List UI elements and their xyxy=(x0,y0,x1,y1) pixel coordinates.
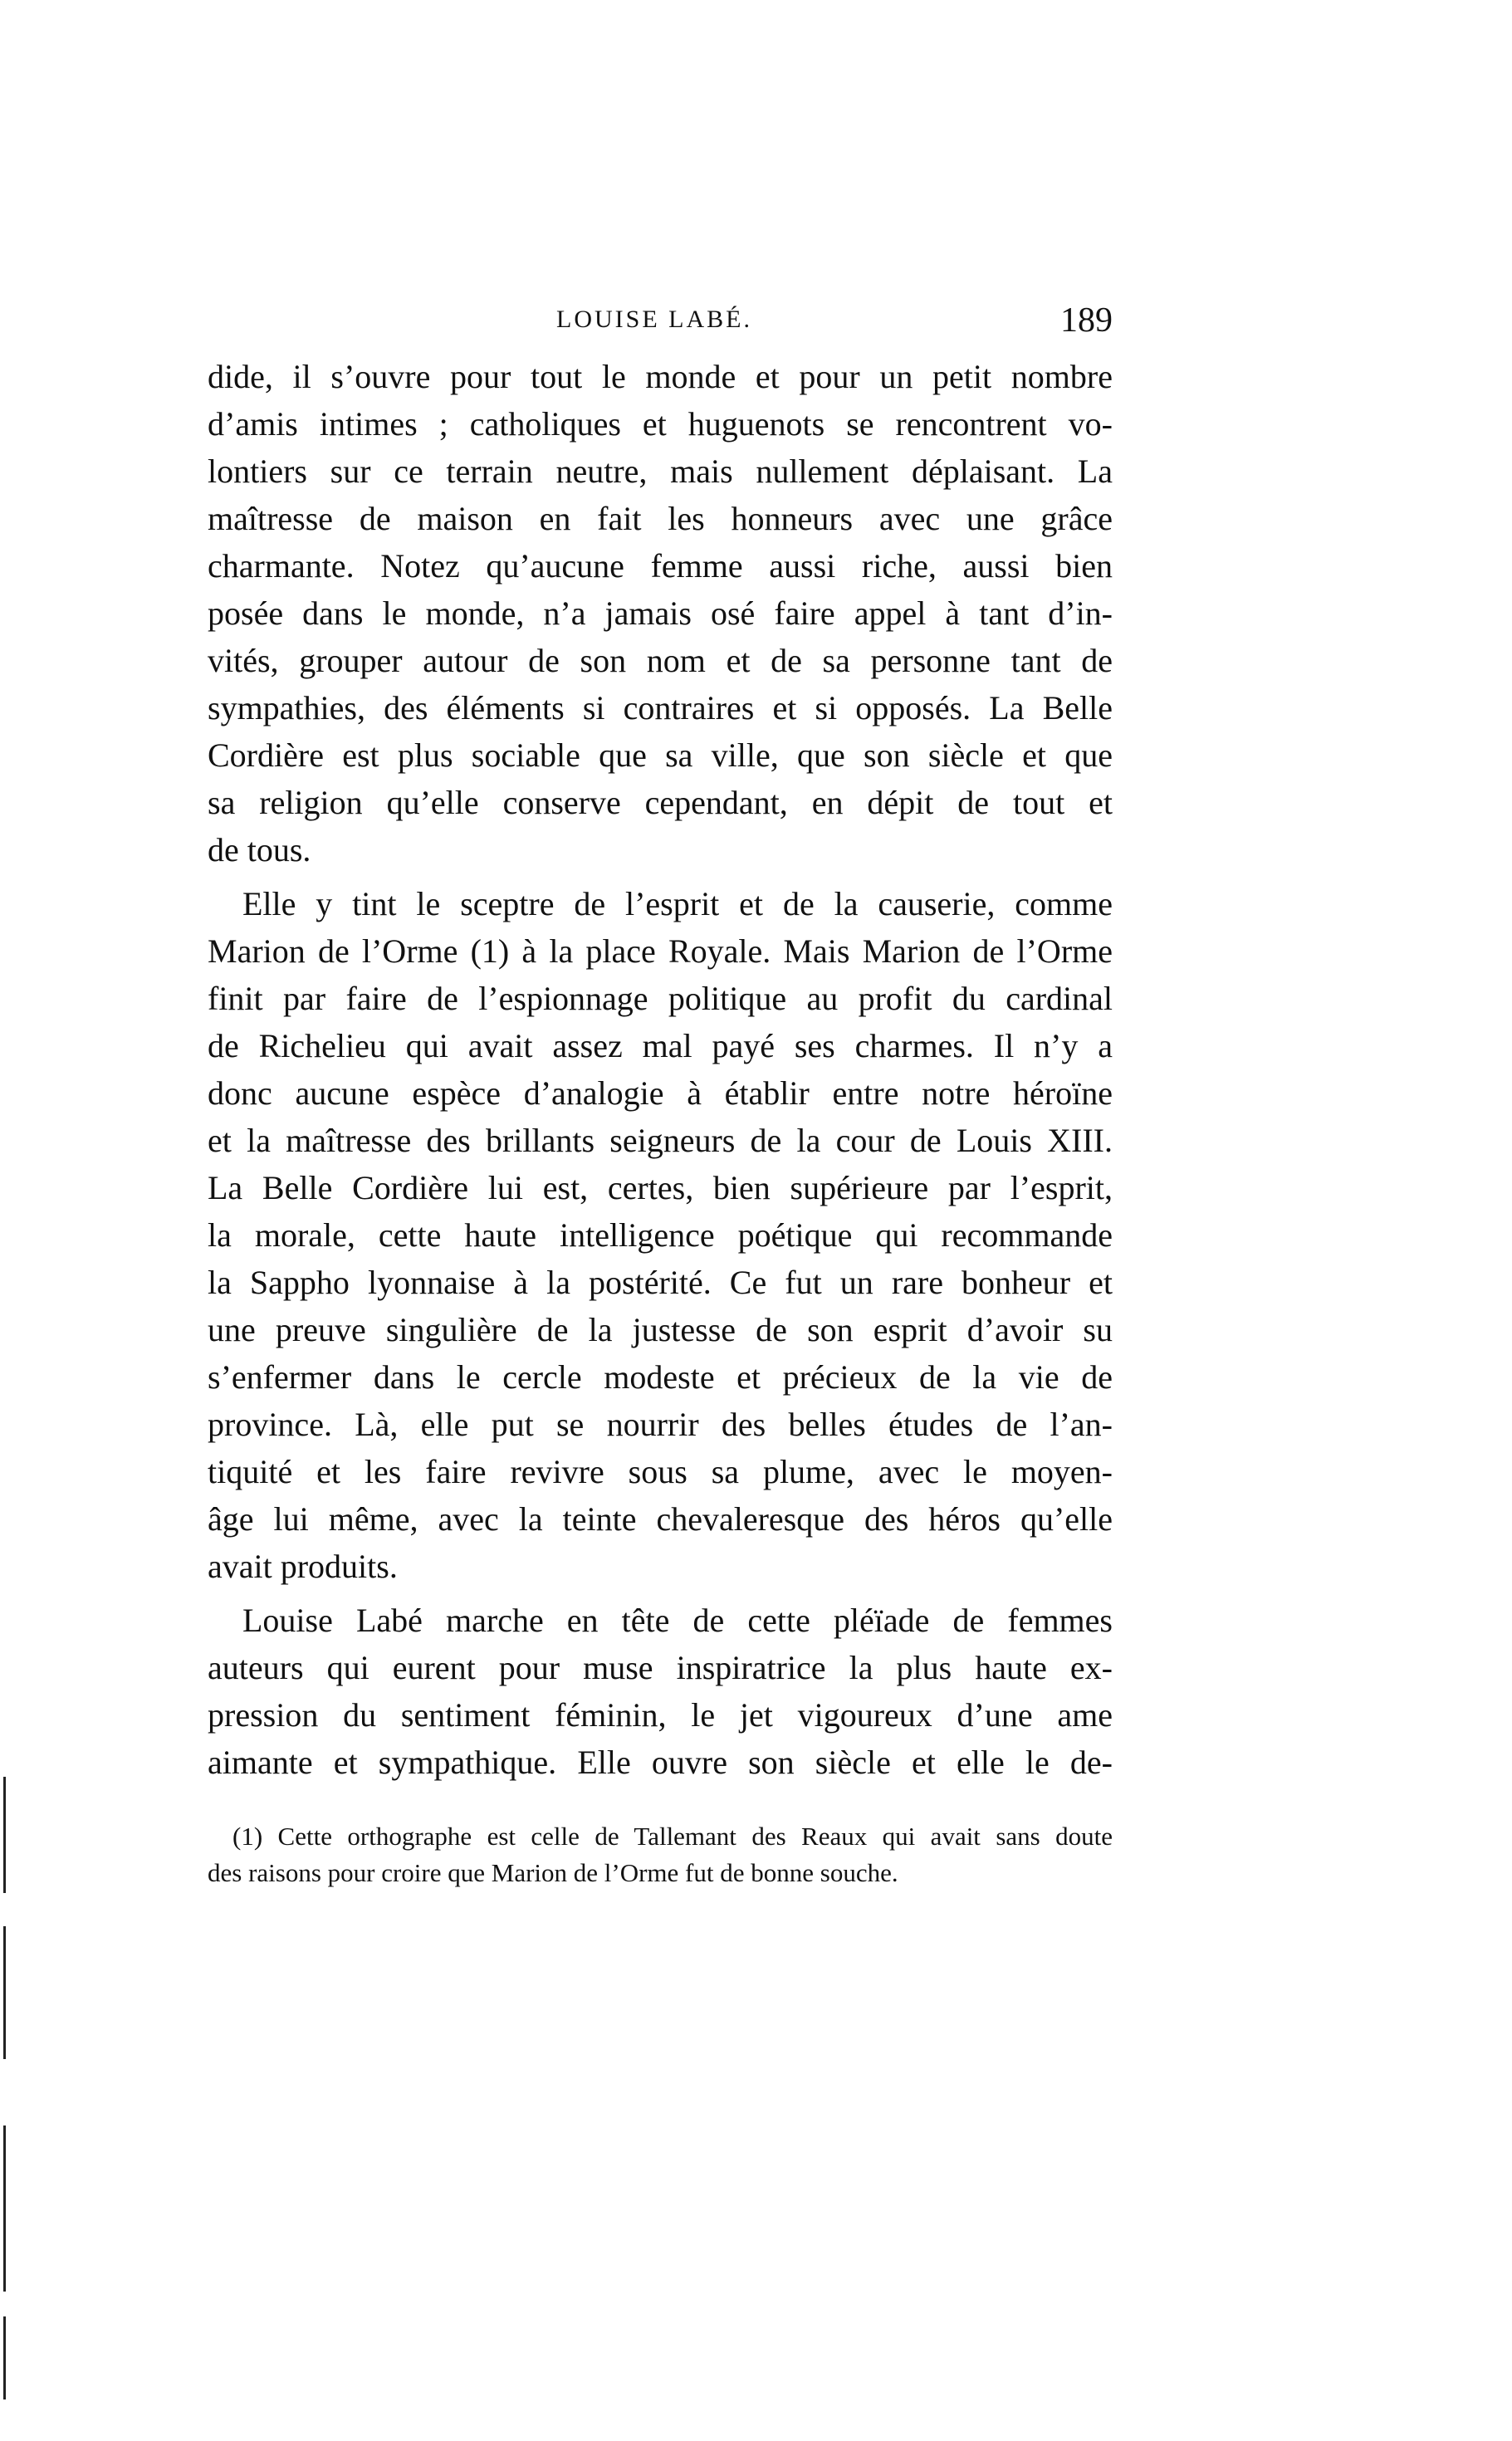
text-line: tiquité et les faire revivre sous sa plume, avec le moyen- xyxy=(208,1453,1113,1490)
running-head xyxy=(208,301,1113,350)
footnote-line: (1) Cette orthographe est celle de Tallemant des Reaux qui avait sans doute xyxy=(232,1822,1113,1851)
scan-edge-mark xyxy=(3,2316,6,2399)
text-line: vités, grouper autour de son nom et de sa personne tant de xyxy=(208,642,1113,679)
text-line: province. Là, elle put se nourrir des belles études de l’an- xyxy=(208,1406,1113,1443)
text-line: donc aucune espèce d’analogie à établir entre notre héroïne xyxy=(208,1074,1113,1112)
text-line: et la maîtresse des brillants seigneurs de la cour de Louis XIII. xyxy=(208,1122,1113,1159)
text-line: d’amis intimes ; catholiques et huguenots se rencontrent vo- xyxy=(208,405,1113,443)
text-line: avait produits. xyxy=(208,1548,398,1585)
scan-edge-mark xyxy=(3,1926,6,2059)
scan-edge-mark xyxy=(3,1777,6,1893)
text-line: maîtresse de maison en fait les honneurs avec une grâce xyxy=(208,500,1113,537)
text-line: dide, il s’ouvre pour tout le monde et pour un petit nombre xyxy=(208,358,1113,395)
footnote-line: des raisons pour croire que Marion de l’Orme fut de bonne souche. xyxy=(208,1858,898,1887)
text-line: aimante et sympathique. Elle ouvre son siècle et elle le de- xyxy=(208,1744,1113,1781)
text-line: sa religion qu’elle conserve cependant, en dépit de tout et xyxy=(208,784,1113,821)
text-line: finit par faire de l’espionnage politique au profit du cardinal xyxy=(208,980,1113,1017)
text-line: charmante. Notez qu’aucune femme aussi riche, aussi bien xyxy=(208,547,1113,585)
text-line: âge lui même, avec la teinte chevaleresque des héros qu’elle xyxy=(208,1500,1113,1538)
paragraph-start-line: Elle y tint le sceptre de l’esprit et de la causerie, comme xyxy=(242,885,1113,922)
body-text xyxy=(208,353,1113,1786)
text-line: s’enfermer dans le cercle modeste et précieux de la vie de xyxy=(208,1358,1113,1396)
text-line: sympathies, des éléments si contraires et si opposés. La Belle xyxy=(208,689,1113,726)
scan-edge-mark xyxy=(3,2125,6,2292)
text-line: Marion de l’Orme (1) à la place Royale. Mais Marion de l’Orme xyxy=(208,932,1113,970)
text-line: la Sappho lyonnaise à la postérité. Ce fut un rare bonheur et xyxy=(208,1264,1113,1301)
text-line: La Belle Cordière lui est, certes, bien supérieure par l’esprit, xyxy=(208,1169,1113,1206)
text-line: la morale, cette haute intelligence poétique qui recommande xyxy=(208,1216,1113,1254)
text-line: de tous. xyxy=(208,831,311,868)
paragraph-start-line: Louise Labé marche en tête de cette pléïade de femmes xyxy=(242,1602,1113,1639)
text-line: posée dans le monde, n’a jamais osé faire appel à tant d’in- xyxy=(208,594,1113,632)
text-line: lontiers sur ce terrain neutre, mais nullement déplaisant. La xyxy=(208,452,1113,490)
text-line: auteurs qui eurent pour muse inspiratrice la plus haute ex- xyxy=(208,1649,1113,1686)
footnotes xyxy=(208,1818,1113,1891)
page-number: 189 xyxy=(1060,301,1113,340)
text-line: de Richelieu qui avait assez mal payé ses charmes. Il n’y a xyxy=(208,1027,1113,1064)
running-title: LOUISE LABÉ. xyxy=(556,306,752,333)
text-line: Cordière est plus sociable que sa ville, que son siècle et que xyxy=(208,736,1113,774)
text-line: une preuve singulière de la justesse de son esprit d’avoir su xyxy=(208,1311,1113,1348)
text-line: pression du sentiment féminin, le jet vigoureux d’une ame xyxy=(208,1696,1113,1734)
